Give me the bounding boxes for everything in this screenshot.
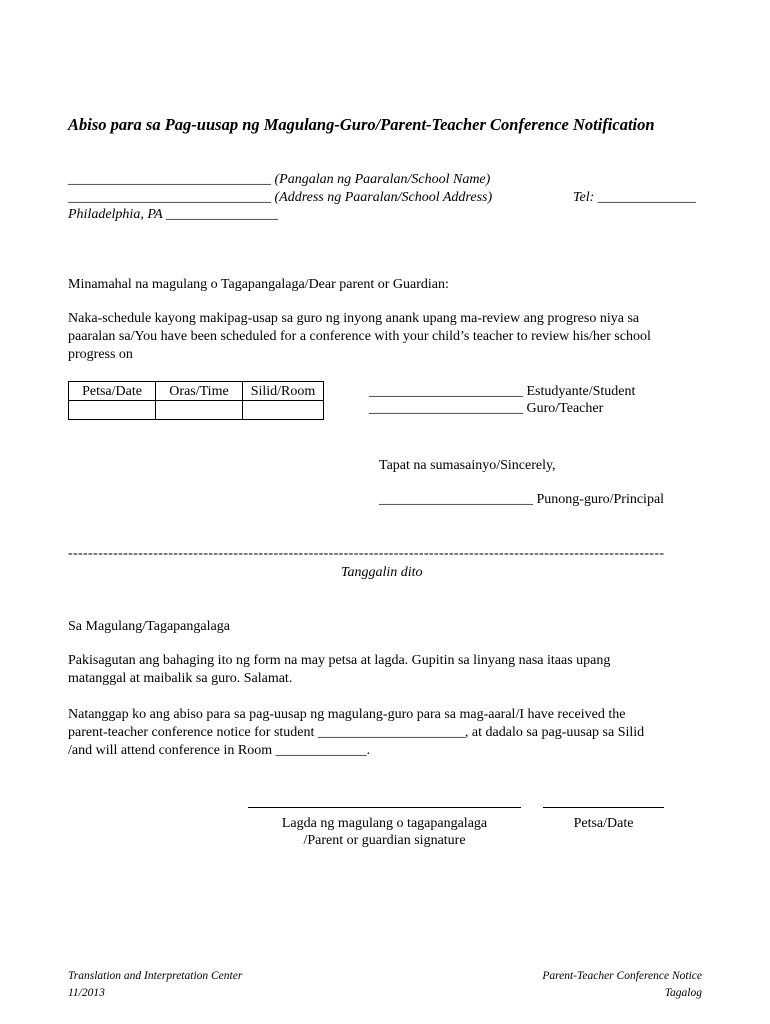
tel-field: Tel: ______________ <box>573 190 696 205</box>
footer-right-line2: Tagalog <box>664 987 702 999</box>
student-line: ______________________ Estudyante/Student <box>369 384 636 399</box>
receipt-line: Natanggap ko ang abiso para sa pag-uusap ng magulang-guro para sa mag-aaral/I have received the <box>68 707 626 722</box>
table-cell-time[interactable] <box>156 401 243 420</box>
intro-paragraph <box>68 310 708 364</box>
intro-line: paaralan sa/You have been scheduled for a conference with your child’s teacher to review his/her school <box>68 329 651 344</box>
table-header-date: Petsa/Date <box>69 382 156 401</box>
footer-left-line1: Translation and Interpretation Center <box>68 970 243 982</box>
instruction-line: matanggal at maibalik sa guro. Salamat. <box>68 671 293 686</box>
cut-label: Tanggalin dito <box>341 565 423 580</box>
intro-line: Naka-schedule kayong makipag-usap sa guro ng inyong anank upang ma-review ang progreso niya sa <box>68 311 640 326</box>
receipt-statement <box>68 706 708 760</box>
school-address-field: _____________________________ (Address ng Paaralan/School Address) <box>68 190 493 205</box>
table-cell-room[interactable] <box>243 401 324 420</box>
table-cell-date[interactable] <box>69 401 156 420</box>
teacher-line: ______________________ Guro/Teacher <box>369 401 604 416</box>
table-header-row <box>69 382 324 401</box>
cut-line: ----------------------------------------------------------------------------------------------------------------------- <box>68 546 665 561</box>
page-title: Abiso para sa Pag-uusap ng Magulang-Guro/Parent-Teacher Conference Notification <box>68 115 655 134</box>
footer-left-line2: 11/2013 <box>68 987 105 999</box>
school-name-field: _____________________________ (Pangalan ng Paaralan/School Name) <box>68 172 491 187</box>
footer-right-line1: Parent-Teacher Conference Notice <box>542 970 702 982</box>
city-field: Philadelphia, PA ________________ <box>68 207 278 222</box>
signature-label: Lagda ng magulang o tagapangalaga <box>281 816 488 831</box>
return-instructions <box>68 652 708 688</box>
table-header-time: Oras/Time <box>156 382 243 401</box>
closing: Tapat na sumasainyo/Sincerely, <box>379 458 556 473</box>
receipt-line: /and will attend conference in Room _____________. <box>68 743 371 758</box>
date-rule[interactable] <box>543 807 664 808</box>
table-header-room: Silid/Room <box>243 382 324 401</box>
signature-date-label: Petsa/Date <box>573 816 634 831</box>
signature-rule[interactable] <box>248 807 521 808</box>
principal-line: ______________________ Punong-guro/Principal <box>379 492 665 507</box>
return-heading: Sa Magulang/Tagapangalaga <box>68 619 230 634</box>
greeting: Minamahal na magulang o Tagapangalaga/Dear parent or Guardian: <box>68 277 449 292</box>
conference-table <box>68 381 324 420</box>
signature-label-english: /Parent or guardian signature <box>303 833 466 848</box>
receipt-line: parent-teacher conference notice for student _____________________, at dadalo sa pag-uusap sa Silid <box>68 725 645 740</box>
instruction-line: Pakisagutan ang bahaging ito ng form na may petsa at lagda. Gupitin sa linyang nasa itaas upang <box>68 653 611 668</box>
table-row <box>69 401 324 420</box>
intro-line: progress on <box>68 347 133 362</box>
